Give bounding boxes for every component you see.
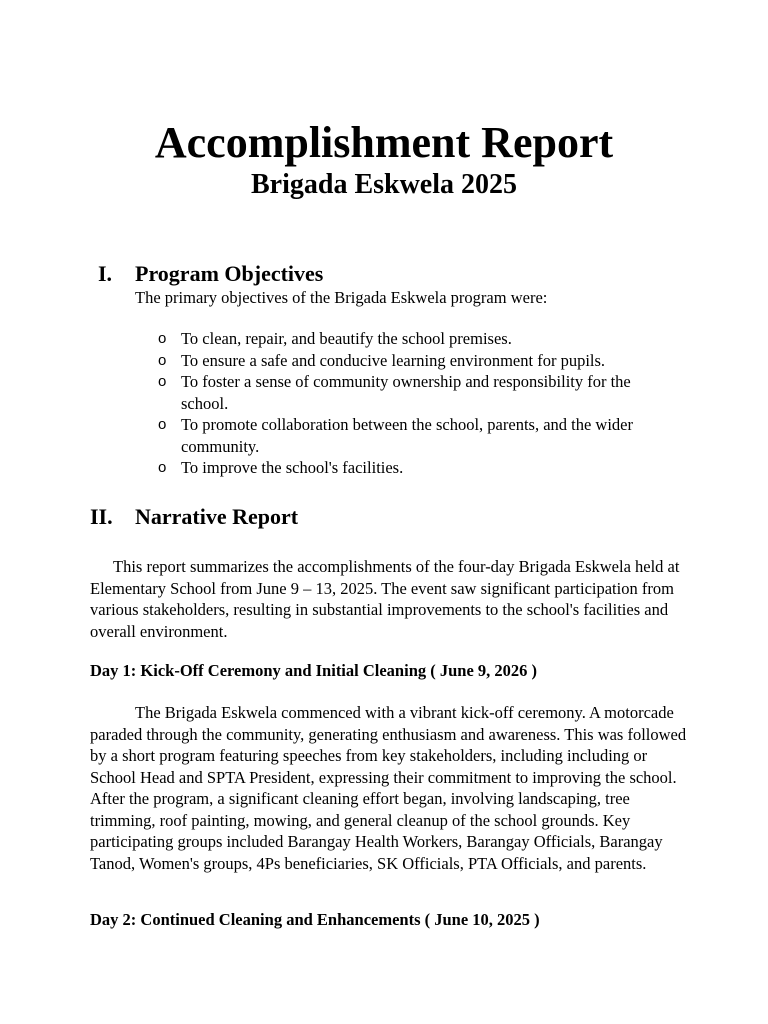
- list-item: [135, 328, 675, 350]
- day-2-heading: Day 2: Continued Cleaning and Enhancements ( June 10, 2025 ): [90, 910, 540, 929]
- objective-text: To promote collaboration between the school, parents, and the wider community.: [181, 415, 633, 456]
- objective-text: To foster a sense of community ownership and responsibility for the school.: [181, 372, 631, 413]
- day-1-text: The Brigada Eskwela commenced with a vibrant kick-off ceremony. A motorcade paraded through the community, generating enthusiasm and awareness. This was followed by a short program featuring speeches from key stakeholders, including including or School Head and SPTA President, expressing their commitment to improving the school. After the program, a significant cleaning effort began, involving landscaping, tree trimming, roof painting, mowing, and general cleanup of the school grounds. Key participating groups included Barangay Health Workers, Barangay Officials, Barangay Tanod, Women's groups, 4Ps beneficiaries, SK Officials, PTA Officials, and parents.: [90, 703, 687, 873]
- objectives-list: [135, 328, 675, 479]
- bullet-icon: o: [158, 373, 167, 390]
- section-title: Program Objectives: [135, 261, 324, 286]
- bullet-icon: o: [158, 351, 167, 369]
- section-heading-objectives: [98, 260, 498, 288]
- day-1-heading: Day 1: Kick-Off Ceremony and Initial Cleaning ( June 9, 2026 ): [90, 661, 538, 680]
- narrative-summary: This report summarizes the accomplishments of the four-day Brigada Eskwela held at Elementary School from June 9 – 13, 2025. The event saw significant participation from various stakeholders, resulting in substantial improvements to the school's facilities and overall environment.: [90, 557, 680, 641]
- objective-text: To ensure a safe and conducive learning environment for pupils.: [181, 350, 606, 370]
- objective-text: To clean, repair, and beautify the school premises.: [181, 329, 512, 348]
- objective-text: To improve the school's facilities.: [181, 458, 404, 477]
- objectives-intro: The primary objectives of the Brigada Eskwela program were:: [135, 288, 548, 307]
- document-title: Accomplishment Report: [154, 118, 614, 167]
- list-item: [135, 350, 675, 372]
- list-item: [135, 371, 675, 414]
- section-number: I.: [98, 261, 113, 286]
- bullet-icon: o: [158, 330, 167, 347]
- list-item: [135, 414, 675, 457]
- section-title: Narrative Report: [135, 504, 299, 529]
- section-number: II.: [90, 504, 113, 529]
- document-subtitle: Brigada Eskwela 2025: [250, 169, 518, 200]
- bullet-icon: o: [158, 459, 167, 476]
- section-heading-narrative: [90, 503, 490, 531]
- list-item: [135, 457, 675, 479]
- bullet-icon: o: [158, 416, 167, 433]
